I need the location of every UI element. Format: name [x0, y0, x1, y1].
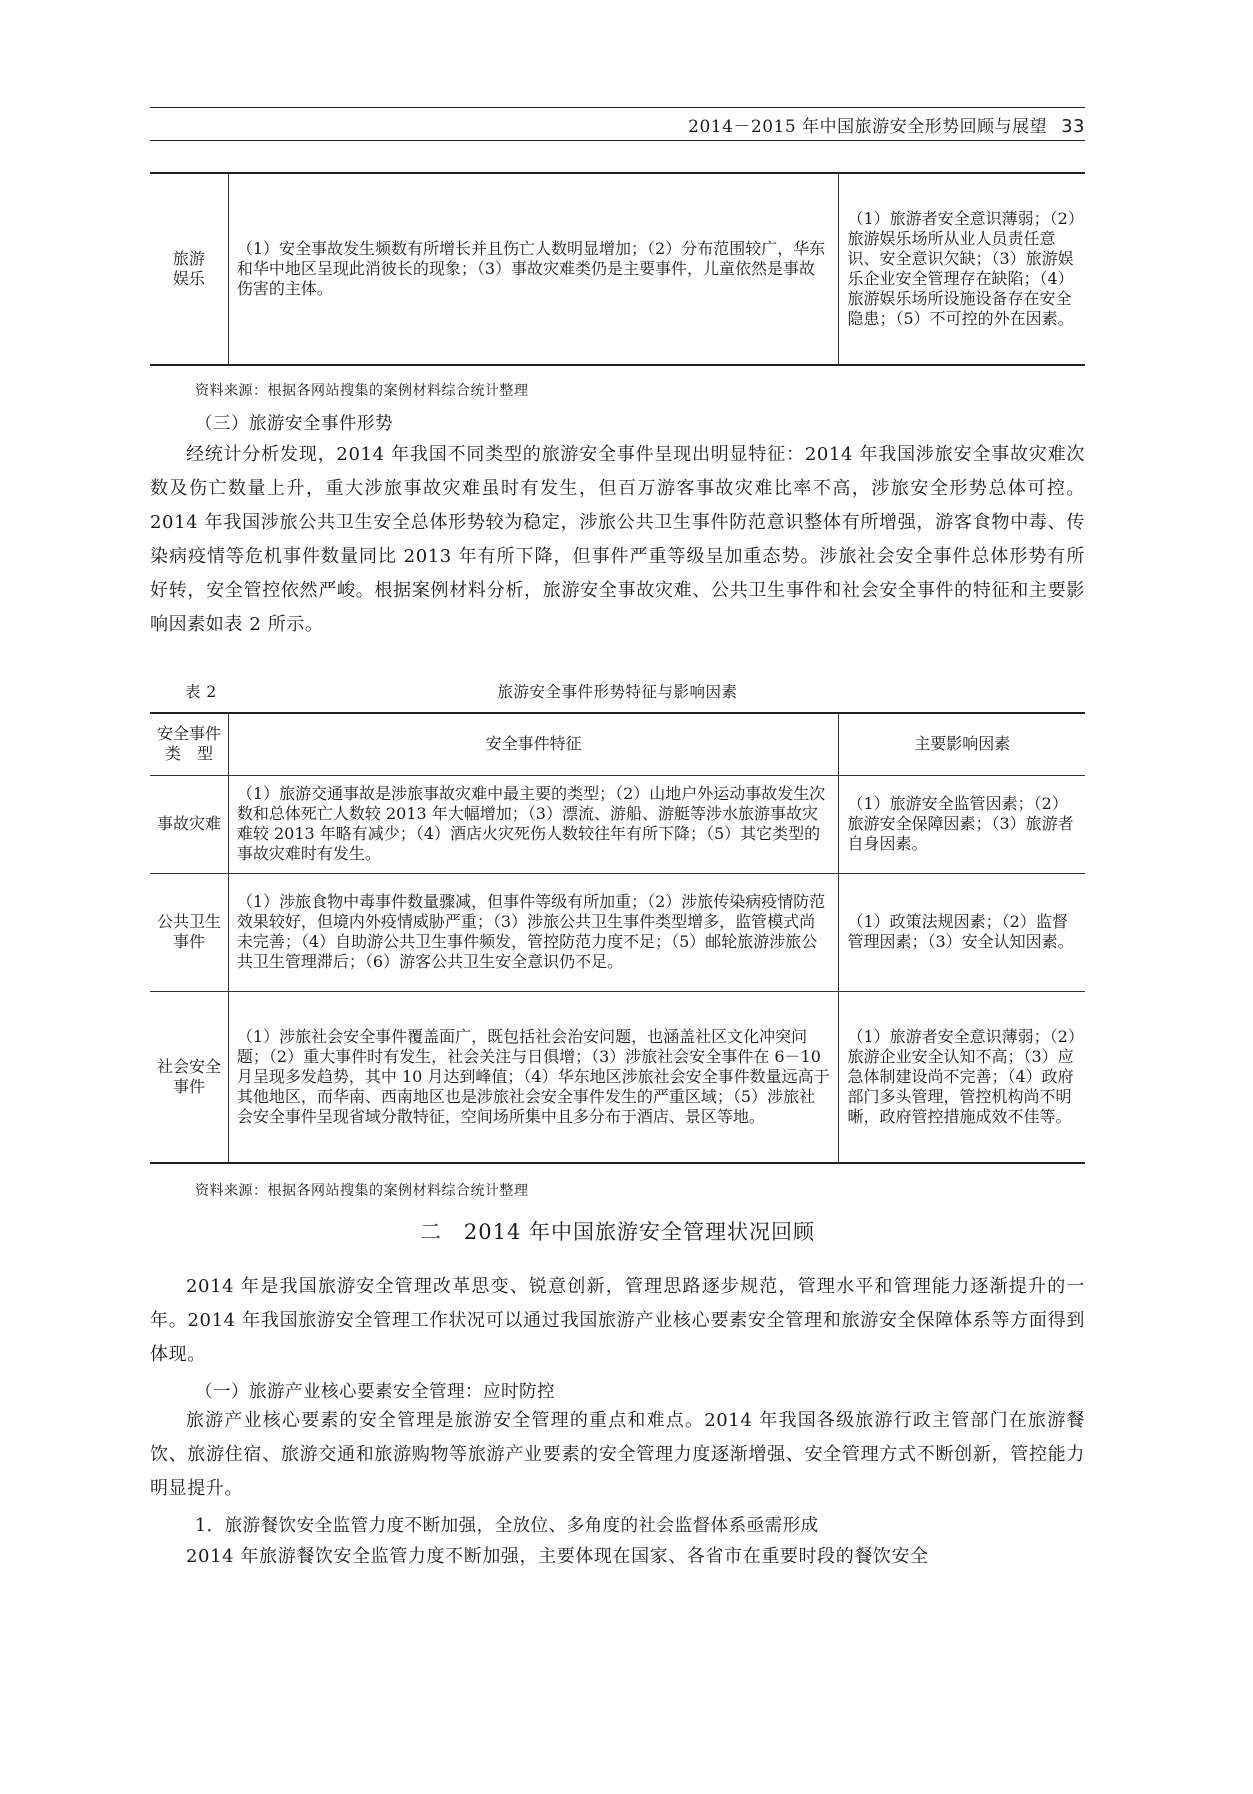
- header-rule-top: [150, 107, 1085, 108]
- type-line2: 事件: [172, 932, 205, 951]
- part2-paragraph1: 2014 年是我国旅游安全管理改革思变、锐意创新，管理思路逐步规范，管理水平和管理能力逐渐提升的一年。2014 年我国旅游安全管理工作状况可以通过我国旅游产业核心要素安全管理和旅游安全保障体系等方面得到体现。: [150, 1276, 1085, 1365]
- table-row: [150, 775, 1085, 873]
- type-label-line2: 娱乐: [172, 269, 205, 288]
- table-row: [150, 873, 1085, 991]
- header-cell-factors: 主要影响因素: [839, 713, 1085, 775]
- type-line2: 事件: [172, 1076, 205, 1096]
- table-cell-features: （1）旅游交通事故是涉旅事故灾难中最主要的类型；（2）山地户外运动事故发生次数和总体死亡人数较 2013 年大幅增加；（3）漂流、游船、游艇等涉水旅游事故灾难较 2013 年略有减少；（4）酒店火灾死伤人数较往年有所下降；（5）其它类型的事故灾难时有发生。: [228, 775, 839, 873]
- type-line1: 公共卫生: [156, 912, 221, 931]
- header-title: 2014－2015 年中国旅游安全形势回顾与展望: [688, 117, 1048, 137]
- table-row: [150, 991, 1085, 1163]
- table-cell-features: （1）涉旅社会安全事件覆盖面广，既包括社会治安问题，也涵盖社区文化冲突问题；（2）重大事件时有发生，社会关注与日俱增；（3）涉旅社会安全事件在 6－10 月呈现多发趋势，其中 10 月达到峰值；（4）华东地区涉旅社会安全事件数量远高于其他地区，而华南、西南地区也是涉旅社会安全事件发生的严重区域；（5）涉旅社会安全事件呈现省域分散特征，空间场所集中且多分布于酒店、景区等地。: [228, 991, 839, 1163]
- table-cell-factors: （1）政策法规因素；（2）监督管理因素；（3）安全认知因素。: [839, 873, 1085, 991]
- header-cell-features: 安全事件特征: [228, 713, 839, 775]
- part2-paragraph2: 旅游产业核心要素的安全管理是旅游安全管理的重点和难点。2014 年我国各级旅游行政主管部门在旅游餐饮、旅游住宿、旅游交通和旅游购物等旅游产业要素的安全管理力度逐渐增强、安全管理方式不断创新，管控能力明显提升。: [150, 1410, 1085, 1499]
- part2-subheading2: 1．旅游餐饮安全监管力度不断加强，全放位、多角度的社会监督体系亟需形成: [195, 1516, 819, 1536]
- type-line1: 社会安全: [156, 1056, 221, 1076]
- header-cell-type: [150, 713, 228, 775]
- header-type-line1: 安全事件: [156, 724, 221, 744]
- header-type-line2: 类 型: [164, 744, 213, 764]
- page-number: 33: [1061, 116, 1085, 137]
- part2-heading: 二 2014 年中国旅游安全管理状况回顾: [419, 1220, 816, 1244]
- table1-source-note: 资料来源：根据各网站搜集的案例材料综合统计整理: [195, 383, 529, 399]
- table-row: [150, 173, 1085, 365]
- table-cell-type: [150, 873, 228, 991]
- table-cell-factors: （1）旅游者安全意识薄弱；（2）旅游企业安全认知不高；（3）应急体制建设尚不完善；（4）政府部门多头管理，管控机构尚不明晰，政府管控措施成效不佳等。: [839, 991, 1085, 1163]
- table-cell-type: [150, 173, 228, 365]
- table-cell-factors: （1）旅游安全监管因素；（2）旅游安全保障因素；（3）旅游者自身因素。: [839, 775, 1085, 873]
- table-cell-features: （1）安全事故发生频数有所增长并且伤亡人数明显增加；（2）分布范围较广，华东和华中地区呈现此消彼长的现象；（3）事故灾难类仍是主要事件，儿童依然是事故伤害的主体。: [228, 173, 839, 365]
- table2-source-note: 资料来源：根据各网站搜集的案例材料综合统计整理: [195, 1183, 529, 1199]
- table2: [150, 712, 1085, 1164]
- table1-continuation: [150, 172, 1085, 366]
- table-cell-features: （1）涉旅食物中毒事件数量骤减，但事件等级有所加重；（2）涉旅传染病疫情防范效果较好，但境内外疫情威胁严重；（3）涉旅公共卫生事件类型增多，监管模式尚未完善；（4）自助游公共卫生事件频发，管控防范力度不足；（5）邮轮旅游涉旅公共卫生管理滞后；（6）游客公共卫生安全意识仍不足。: [228, 873, 839, 991]
- table-cell-type: [150, 775, 228, 873]
- table-cell-type: [150, 991, 228, 1163]
- type-label-line1: 旅游: [172, 249, 205, 268]
- table-cell-factors: （1）旅游者安全意识薄弱；（2）旅游娱乐场所从业人员责任意识、安全意识欠缺；（3）旅游娱乐企业安全管理存在缺陷；（4）旅游娱乐场所设施设备存在安全隐患；（5）不可控的外在因素。: [839, 173, 1085, 365]
- part2-subheading1: （一）旅游产业核心要素安全管理：应时防控: [195, 1382, 555, 1402]
- table2-label: 表 2: [185, 683, 217, 701]
- header-rule-bottom: [150, 140, 1085, 141]
- type-line1: 事故灾难: [156, 814, 221, 833]
- running-header: [150, 112, 1085, 138]
- table-header-row: [150, 713, 1085, 775]
- section3-paragraph: 经统计分析发现，2014 年我国不同类型的旅游安全事件呈现出明显特征：2014 年我国涉旅安全事故灾难次数及伤亡数量上升，重大涉旅事故灾难虽时有发生，但百万游客事故灾难比率不高，涉旅安全形势总体可控。2014 年我国涉旅公共卫生安全总体形势较为稳定，涉旅公共卫生事件防范意识整体有所增强，游客食物中毒、传染病疫情等危机事件数量同比 2013 年有所下降，但事件严重等级呈加重态势。涉旅社会安全事件总体形势有所好转，安全管控依然严峻。根据案例材料分析，旅游安全事故灾难、公共卫生事件和社会安全事件的特征和主要影响因素如表 2 所示。: [150, 444, 1085, 635]
- part2-paragraph3: 2014 年旅游餐饮安全监管力度不断加强，主要体现在国家、各省市在重要时段的餐饮安全: [186, 1546, 929, 1567]
- table2-caption: 旅游安全事件形势特征与影响因素: [497, 683, 738, 701]
- section3-heading: （三）旅游安全事件形势: [195, 414, 393, 434]
